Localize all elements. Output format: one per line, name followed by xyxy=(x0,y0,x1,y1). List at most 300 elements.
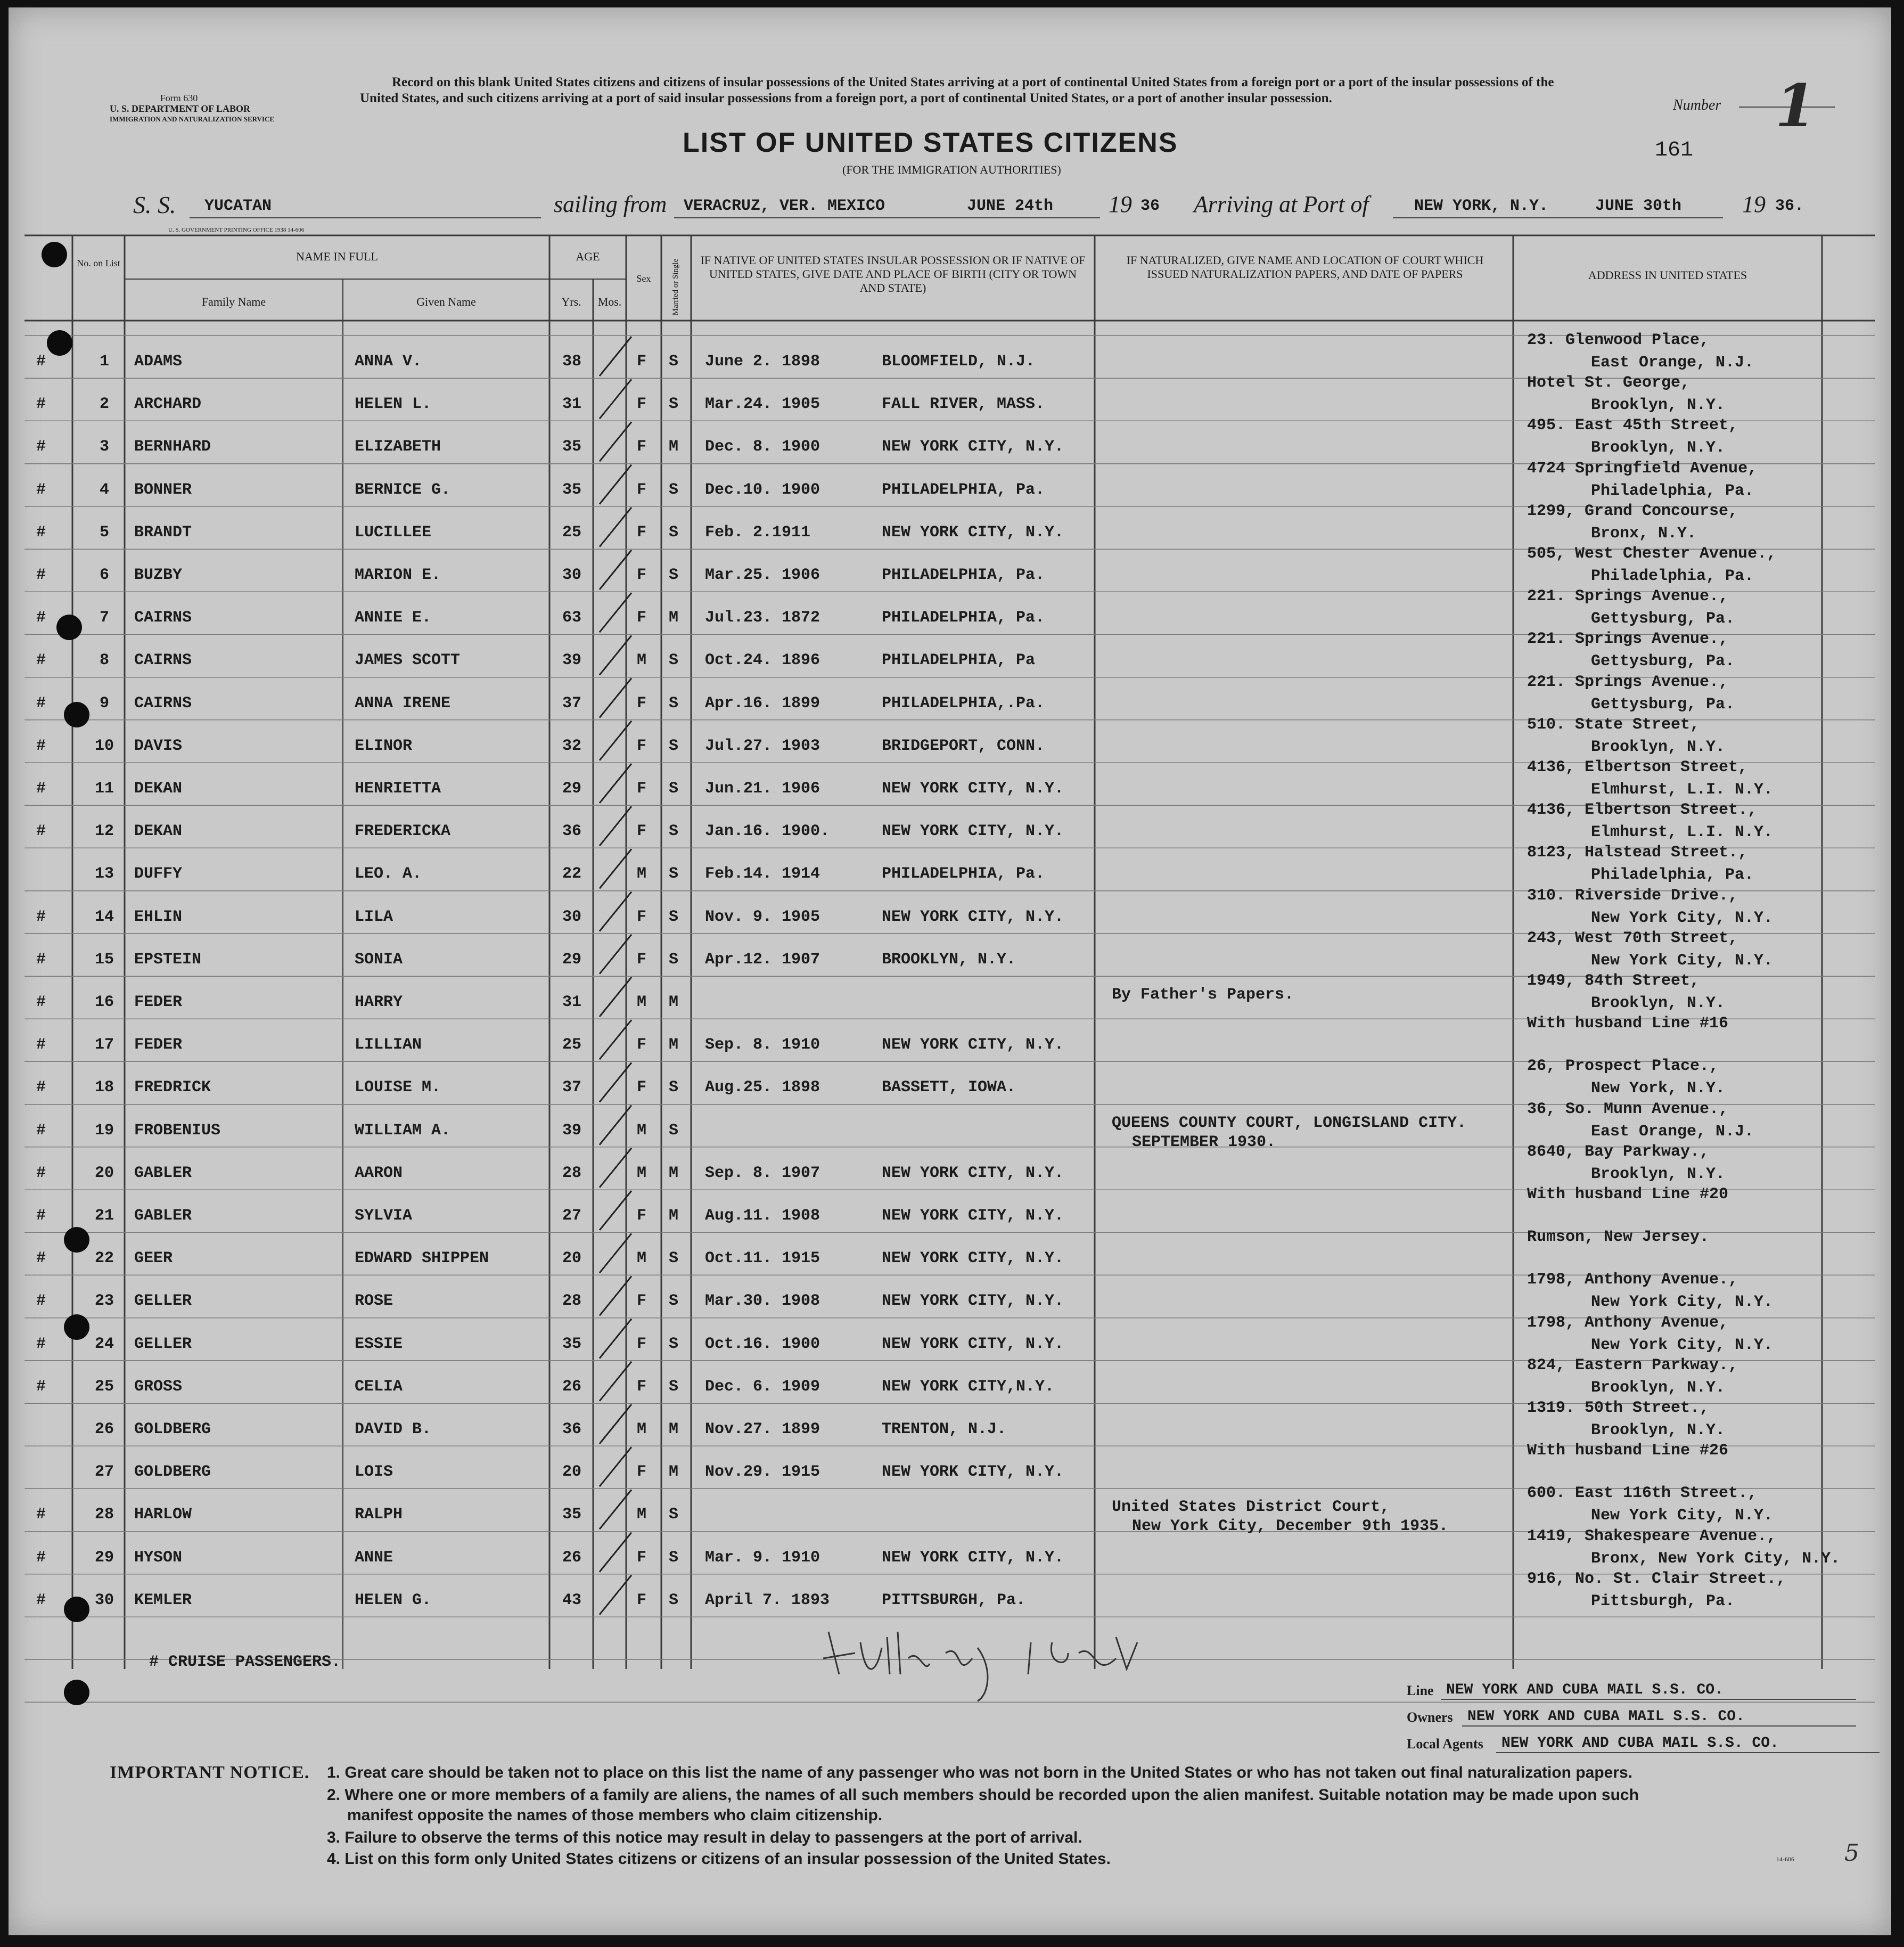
address-line-2: Elmhurst, L.I. N.Y. xyxy=(1591,781,1774,799)
birth-place: TRENTON, N.J. xyxy=(882,1420,1007,1438)
birth-date: Jun.21. 1906 xyxy=(705,780,820,798)
page-title: LIST OF UNITED STATES CITIZENS xyxy=(683,127,1178,158)
marital-status: S xyxy=(669,480,679,499)
row-number: 30 xyxy=(94,1591,114,1609)
cruise-mark: # xyxy=(36,1377,46,1396)
birth-date: Feb.14. 1914 xyxy=(705,865,820,883)
given-name: HARRY xyxy=(355,993,403,1011)
marital-status: S xyxy=(669,566,679,584)
cruise-mark: # xyxy=(36,566,46,584)
family-name: GOLDBERG xyxy=(134,1420,211,1438)
punch-hole xyxy=(64,1227,89,1253)
departure-date: JUNE 24th xyxy=(967,197,1054,215)
marital-status: S xyxy=(669,1335,679,1353)
cruise-mark: # xyxy=(36,1591,46,1609)
marital-status: S xyxy=(669,1078,679,1097)
row-number: 25 xyxy=(94,1377,114,1396)
address-line-2: New York, N.Y. xyxy=(1591,1079,1726,1098)
row-number: 1 xyxy=(99,353,109,371)
sex: F xyxy=(637,907,647,926)
row-number: 14 xyxy=(94,907,114,926)
birth-date: Aug.11. 1908 xyxy=(705,1207,820,1225)
address-line-1: With husband Line #20 xyxy=(1527,1185,1729,1204)
birth-place: BLOOMFIELD, N.J. xyxy=(882,353,1036,371)
sex: F xyxy=(637,1463,647,1482)
address-line-1: 1798, Anthony Avenue., xyxy=(1527,1271,1738,1289)
family-name: FEDER xyxy=(134,1036,183,1054)
family-name: FEDER xyxy=(134,993,183,1011)
age-years: 20 xyxy=(562,1463,582,1482)
given-name: WILLIAM A. xyxy=(355,1121,451,1140)
birth-date: Dec. 6. 1909 xyxy=(705,1377,820,1396)
row-number: 18 xyxy=(94,1078,114,1097)
age-years: 36 xyxy=(562,822,582,841)
cruise-mark: # xyxy=(36,950,46,969)
row-number: 12 xyxy=(94,822,114,841)
cruise-mark: # xyxy=(36,1036,46,1054)
col-header-yrs: Yrs. xyxy=(561,295,581,308)
given-name: ANNE xyxy=(355,1548,393,1567)
marital-status: S xyxy=(669,353,679,371)
address-line-2: Gettysburg, Pa. xyxy=(1591,652,1735,671)
row-number: 23 xyxy=(94,1292,114,1311)
sex: F xyxy=(637,1078,647,1097)
row-number: 28 xyxy=(94,1506,114,1524)
birth-place: NEW YORK CITY, N.Y. xyxy=(882,780,1064,798)
row-number: 24 xyxy=(94,1335,114,1353)
given-name: ANNA IRENE xyxy=(355,694,451,713)
address-line-2: New York City, N.Y. xyxy=(1591,1507,1774,1525)
punch-hole xyxy=(47,330,72,356)
marital-status: S xyxy=(669,395,679,414)
age-years: 28 xyxy=(562,1164,582,1182)
age-years: 25 xyxy=(562,523,582,542)
notice-item-2-cont: manifest opposite the names of those members who claim citizenship. xyxy=(347,1806,883,1824)
age-years: 35 xyxy=(562,480,582,499)
birth-place: PHILADELPHIA, Pa. xyxy=(882,480,1045,499)
given-name: RALPH xyxy=(355,1506,403,1524)
given-name: EDWARD SHIPPEN xyxy=(355,1249,489,1268)
age-years: 29 xyxy=(562,780,582,798)
birth-date: Mar.30. 1908 xyxy=(705,1292,820,1311)
arrival-date: JUNE 30th xyxy=(1595,197,1682,215)
cruise-mark: # xyxy=(36,993,46,1011)
row-number: 4 xyxy=(99,480,109,499)
age-years: 37 xyxy=(562,1078,582,1097)
cruise-mark: # xyxy=(36,651,46,670)
given-name: ANNA V. xyxy=(355,353,422,371)
birth-place: NEW YORK CITY, N.Y. xyxy=(882,907,1064,926)
address-line-1: 1798, Anthony Avenue, xyxy=(1527,1313,1729,1332)
row-number: 29 xyxy=(94,1548,114,1567)
birth-place: NEW YORK CITY, N.Y. xyxy=(882,438,1064,456)
owners-name: NEW YORK AND CUBA MAIL S.S. CO. xyxy=(1467,1708,1745,1725)
family-name: GELLER xyxy=(134,1292,192,1311)
given-name: LILA xyxy=(355,907,393,926)
family-name: FROBENIUS xyxy=(134,1121,221,1140)
address-line-1: 243, West 70th Street, xyxy=(1527,929,1738,947)
birth-place: PHILADELPHIA, Pa. xyxy=(882,566,1045,584)
family-name: GABLER xyxy=(134,1164,192,1182)
punch-hole xyxy=(64,1314,89,1340)
row-number: 19 xyxy=(94,1121,114,1140)
age-years: 32 xyxy=(562,737,582,755)
given-name: LEO. A. xyxy=(355,865,422,883)
marital-status: M xyxy=(669,1036,679,1054)
service: IMMIGRATION AND NATURALIZATION SERVICE xyxy=(110,115,275,123)
address-line-1: 8640, Bay Parkway., xyxy=(1527,1142,1710,1161)
address-line-2: Philadelphia, Pa. xyxy=(1591,866,1754,885)
col-header-mos: Mos. xyxy=(597,295,622,308)
birth-place: BROOKLYN, N.Y. xyxy=(882,950,1016,969)
birth-place: NEW YORK CITY, N.Y. xyxy=(882,1548,1064,1567)
birth-place: NEW YORK CITY, N.Y. xyxy=(882,1207,1064,1225)
address-line-2: Brooklyn, N.Y. xyxy=(1591,738,1726,756)
birth-place: PHILADELPHIA, Pa. xyxy=(882,865,1045,883)
notice-label: IMPORTANT NOTICE. xyxy=(110,1763,310,1782)
naturalization-court: QUEENS COUNTY COURT, LONGISLAND CITY. xyxy=(1112,1114,1467,1132)
age-years: 31 xyxy=(562,993,582,1011)
cruise-mark: # xyxy=(36,780,46,798)
given-name: ELINOR xyxy=(355,737,413,755)
marital-status: M xyxy=(669,609,679,627)
age-years: 30 xyxy=(562,907,582,926)
row-number: 6 xyxy=(99,566,109,584)
col-header-married: Married or Single xyxy=(671,258,680,316)
age-years: 30 xyxy=(562,566,582,584)
age-years: 38 xyxy=(562,353,582,371)
cruise-mark: # xyxy=(36,907,46,926)
address-line-1: 26, Prospect Place., xyxy=(1527,1057,1719,1076)
marital-status: S xyxy=(669,1506,679,1524)
family-name: ADAMS xyxy=(134,353,183,371)
birth-date: April 7. 1893 xyxy=(705,1591,830,1609)
sex: F xyxy=(637,353,647,371)
row-number: 16 xyxy=(94,993,114,1011)
cruise-mark: # xyxy=(36,353,46,371)
agents-label: Local Agents xyxy=(1407,1736,1483,1752)
family-name: BERNHARD xyxy=(134,438,211,456)
age-years: 31 xyxy=(562,395,582,414)
address-line-2: New York City, N.Y. xyxy=(1591,909,1774,927)
birth-place: NEW YORK CITY, N.Y. xyxy=(882,1249,1064,1268)
family-name: CAIRNS xyxy=(134,609,192,627)
address-line-2: Brooklyn, N.Y. xyxy=(1591,396,1726,415)
birth-date: Nov. 9. 1905 xyxy=(705,907,820,926)
marital-status: M xyxy=(669,993,679,1011)
cruise-mark: # xyxy=(36,395,46,414)
given-name: LOIS xyxy=(355,1463,393,1482)
row-number: 27 xyxy=(94,1463,114,1482)
birth-place: NEW YORK CITY, N.Y. xyxy=(882,1036,1064,1054)
birth-date: Nov.27. 1899 xyxy=(705,1420,820,1438)
family-name: GROSS xyxy=(134,1377,183,1396)
number-label: Number xyxy=(1673,97,1721,113)
address-line-1: 495. East 45th Street, xyxy=(1527,416,1738,435)
row-number: 13 xyxy=(94,865,114,883)
birth-date: Mar.24. 1905 xyxy=(705,395,820,414)
sex: F xyxy=(637,480,647,499)
punch-hole xyxy=(64,1680,89,1705)
cruise-mark: # xyxy=(36,1078,46,1097)
address-line-2: East Orange, N.J. xyxy=(1591,1122,1754,1141)
birth-place: NEW YORK CITY, N.Y. xyxy=(882,1292,1064,1311)
sex: M xyxy=(637,1121,647,1140)
sailing-label: sailing from xyxy=(554,191,667,217)
marital-status: M xyxy=(669,1463,679,1482)
family-name: GOLDBERG xyxy=(134,1463,211,1482)
punch-hole xyxy=(42,242,67,267)
birth-date: Dec.10. 1900 xyxy=(705,480,820,499)
col-header-name: NAME IN FULL xyxy=(296,250,378,263)
age-years: 63 xyxy=(562,609,582,627)
birth-date: Dec. 8. 1900 xyxy=(705,438,820,456)
sex: F xyxy=(637,780,647,798)
given-name: HELEN L. xyxy=(355,395,432,414)
birth-date: Oct.11. 1915 xyxy=(705,1249,820,1268)
address-line-1: 824, Eastern Parkway., xyxy=(1527,1356,1738,1375)
family-name: CAIRNS xyxy=(134,694,192,713)
punch-hole xyxy=(64,702,89,727)
address-line-1: 916, No. St. Clair Street., xyxy=(1527,1569,1786,1588)
family-name: BONNER xyxy=(134,480,192,499)
sex: M xyxy=(637,993,647,1011)
marital-status: S xyxy=(669,651,679,670)
family-name: CAIRNS xyxy=(134,651,192,670)
address-line-1: With husband Line #16 xyxy=(1527,1015,1729,1033)
cruise-mark: # xyxy=(36,1207,46,1225)
marital-status: S xyxy=(669,907,679,926)
address-line-1: 23. Glenwood Place, xyxy=(1527,331,1710,349)
marital-status: S xyxy=(669,1249,679,1268)
family-name: DEKAN xyxy=(134,780,183,798)
address-line-2: Philadelphia, Pa. xyxy=(1591,481,1754,500)
manifest-page xyxy=(9,7,1891,1935)
row-number: 9 xyxy=(99,694,109,713)
cruise-mark: # xyxy=(36,1292,46,1311)
sex: F xyxy=(637,1548,647,1567)
given-name: LILLIAN xyxy=(355,1036,422,1054)
given-name: ANNIE E. xyxy=(355,609,432,627)
arrival-port: NEW YORK, N.Y. xyxy=(1414,197,1549,215)
family-name: DEKAN xyxy=(134,822,183,841)
age-years: 27 xyxy=(562,1207,582,1225)
birth-place: NEW YORK CITY, N.Y. xyxy=(882,1164,1064,1182)
sex: M xyxy=(637,1164,647,1182)
age-years: 20 xyxy=(562,1249,582,1268)
age-years: 36 xyxy=(562,1420,582,1438)
birth-place: NEW YORK CITY, N.Y. xyxy=(882,523,1064,542)
line-label: Line xyxy=(1407,1683,1434,1698)
sex: F xyxy=(637,438,647,456)
family-name: DUFFY xyxy=(134,865,183,883)
age-years: 39 xyxy=(562,1121,582,1140)
row-number: 10 xyxy=(94,737,114,755)
owners-label: Owners xyxy=(1407,1709,1453,1725)
age-years: 22 xyxy=(562,865,582,883)
marital-status: M xyxy=(669,438,679,456)
col-header-sex: Sex xyxy=(636,273,651,284)
family-name: DAVIS xyxy=(134,737,183,755)
family-name: BUZBY xyxy=(134,566,183,584)
year-prefix-1: 19 xyxy=(1109,191,1132,217)
age-years: 37 xyxy=(562,694,582,713)
sex: M xyxy=(637,651,647,670)
corner-mark: 5 xyxy=(1844,1839,1859,1867)
address-line-2: East Orange, N.J. xyxy=(1591,354,1754,372)
notice-item-3: 3. Failure to observe the terms of this notice may result in delay to passengers at the port of arrival. xyxy=(327,1829,1082,1846)
birth-date: Mar. 9. 1910 xyxy=(705,1548,820,1567)
marital-status: S xyxy=(669,950,679,969)
age-years: 35 xyxy=(562,1335,582,1353)
birth-place: PHILADELPHIA,.Pa. xyxy=(882,694,1045,713)
cruise-passengers-note: # CRUISE PASSENGERS. xyxy=(149,1653,341,1671)
year-2: 36. xyxy=(1775,197,1804,215)
owners-underline xyxy=(1462,1725,1856,1727)
address-line-1: Rumson, New Jersey. xyxy=(1527,1228,1710,1247)
birth-date: Nov.29. 1915 xyxy=(705,1463,820,1482)
row-number: 22 xyxy=(94,1249,114,1268)
family-name: EPSTEIN xyxy=(134,950,202,969)
sex: F xyxy=(637,950,647,969)
given-name: BERNICE G. xyxy=(355,480,451,499)
cruise-mark: # xyxy=(36,737,46,755)
row-number: 7 xyxy=(99,609,109,627)
cruise-mark: # xyxy=(36,1164,46,1182)
marital-status: S xyxy=(669,694,679,713)
birth-place: BASSETT, IOWA. xyxy=(882,1078,1016,1097)
address-line-2: Gettysburg, Pa. xyxy=(1591,695,1735,714)
col-header-birth: IF NATIVE OF UNITED STATES INSULAR POSSESSION OR IF NATIVE OF UNITED STATES, GIVE DATE AND PLACE OF BIRTH (CITY OR TOWN AND STATE) xyxy=(700,253,1086,294)
row-number: 5 xyxy=(99,523,109,542)
sex: F xyxy=(637,1377,647,1396)
address-line-1: 1949, 84th Street, xyxy=(1527,972,1700,990)
sex: F xyxy=(637,694,647,713)
address-line-1: 221. Springs Avenue., xyxy=(1527,630,1729,649)
address-line-1: 1299, Grand Concourse, xyxy=(1527,502,1738,520)
address-line-2: Brooklyn, N.Y. xyxy=(1591,1378,1726,1397)
sex: M xyxy=(637,1249,647,1268)
age-years: 43 xyxy=(562,1591,582,1609)
birth-date: Mar.25. 1906 xyxy=(705,566,820,584)
number-value: 1 xyxy=(1775,71,1816,140)
printer-mark: U. S. GOVERNMENT PRINTING OFFICE 1938 14-606 xyxy=(168,227,305,233)
birth-date: Sep. 8. 1907 xyxy=(705,1164,820,1182)
birth-date: Apr.12. 1907 xyxy=(705,950,820,969)
age-years: 35 xyxy=(562,1506,582,1524)
cruise-mark: # xyxy=(36,480,46,499)
age-years: 28 xyxy=(562,1292,582,1311)
col-header-address: ADDRESS IN UNITED STATES xyxy=(1588,268,1747,282)
year-prefix-2: 19 xyxy=(1742,191,1766,217)
birth-place: BRIDGEPORT, CONN. xyxy=(882,737,1045,755)
birth-date: Feb. 2.1911 xyxy=(705,523,811,542)
birth-date: Jan.16. 1900. xyxy=(705,822,830,841)
marital-status: S xyxy=(669,1377,679,1396)
marital-status: S xyxy=(669,1292,679,1311)
given-name: ELIZABETH xyxy=(355,438,441,456)
birth-place: PHILADELPHIA, Pa. xyxy=(882,609,1045,627)
given-name: SYLVIA xyxy=(355,1207,413,1225)
address-line-2: Brooklyn, N.Y. xyxy=(1591,1421,1726,1439)
marital-status: S xyxy=(669,1548,679,1567)
given-name: HENRIETTA xyxy=(355,780,441,798)
punch-hole xyxy=(56,615,82,640)
address-line-1: 1419, Shakespeare Avenue., xyxy=(1527,1527,1777,1545)
sex: F xyxy=(637,1036,647,1054)
family-name: ARCHARD xyxy=(134,395,202,414)
cruise-mark: # xyxy=(36,1121,46,1140)
family-name: EHLIN xyxy=(134,907,183,926)
address-line-2: Gettysburg, Pa. xyxy=(1591,610,1735,628)
ship-name: YUCATAN xyxy=(204,197,272,215)
address-line-1: 4136, Elbertson Street., xyxy=(1527,801,1758,820)
birth-date: Sep. 8. 1910 xyxy=(705,1036,820,1054)
given-name: LUCILLEE xyxy=(355,523,432,542)
instructions: Record on this blank United States citizens and citizens of insular possessions of the United States arriving at a port of continental United States from a foreign port or a port of the insular possessions of the United States, and such citizens arriving at a port of said insular possessions from a foreign port, a port of continental United States, or a port of another insular possession. xyxy=(360,75,1554,105)
family-name: KEMLER xyxy=(134,1591,192,1609)
notice-item-4: 4. List on this form only United States citizens or citizens of an insular possession of the United States. xyxy=(327,1850,1111,1868)
ss-label: S. S. xyxy=(133,191,176,218)
col-header-given: Given Name xyxy=(416,295,476,308)
sex: F xyxy=(637,395,647,414)
col-header-age: AGE xyxy=(576,250,600,263)
naturalization-court: By Father's Papers. xyxy=(1112,986,1294,1004)
col-header-naturalized: IF NATURALIZED, GIVE NAME AND LOCATION OF COURT WHICH ISSUED NATURALIZATION PAPERS, AND DATE OF PAPERS xyxy=(1126,253,1484,281)
row-number: 26 xyxy=(94,1420,114,1438)
cruise-mark: # xyxy=(36,523,46,542)
address-line-1: 221. Springs Avenue., xyxy=(1527,673,1729,691)
address-line-2: New York City, N.Y. xyxy=(1591,1336,1774,1354)
marital-status: M xyxy=(669,1420,679,1438)
address-line-1: 36, So. Munn Avenue., xyxy=(1527,1100,1729,1118)
address-line-1: 221. Springs Avenue., xyxy=(1527,587,1729,606)
naturalization-court: United States District Court, xyxy=(1112,1498,1390,1517)
year-1: 36 xyxy=(1140,197,1160,215)
given-name: AARON xyxy=(355,1164,403,1182)
row-number: 17 xyxy=(94,1036,114,1054)
row-number: 20 xyxy=(94,1164,114,1182)
marital-status: S xyxy=(669,523,679,542)
row-number: 21 xyxy=(94,1207,114,1225)
sex: F xyxy=(637,523,647,542)
sex: M xyxy=(637,1420,647,1438)
age-years: 39 xyxy=(562,651,582,670)
birth-date: Jul.27. 1903 xyxy=(705,737,820,755)
cruise-mark: # xyxy=(36,438,46,456)
cruise-mark: # xyxy=(36,1506,46,1524)
sex: F xyxy=(637,609,647,627)
family-name: HARLOW xyxy=(134,1506,192,1524)
sex: M xyxy=(637,1506,647,1524)
departure-port: VERACRUZ, VER. MEXICO xyxy=(684,197,885,215)
marital-status: S xyxy=(669,1591,679,1609)
notice-item-2: 2. Where one or more members of a family are aliens, the names of all such members should be recorded upon the alien manifest. Suitable notation may be made upon such xyxy=(327,1786,1639,1804)
marital-status: S xyxy=(669,865,679,883)
cruise-mark: # xyxy=(36,822,46,841)
address-line-2: Brooklyn, N.Y. xyxy=(1591,1165,1726,1183)
marital-status: S xyxy=(669,1121,679,1140)
sex: M xyxy=(637,865,647,883)
family-name: GEER xyxy=(134,1249,173,1268)
marital-status: S xyxy=(669,822,679,841)
address-line-1: 1319. 50th Street., xyxy=(1527,1399,1710,1417)
address-line-2: Pittsburgh, Pa. xyxy=(1591,1592,1735,1610)
address-line-2: Philadelphia, Pa. xyxy=(1591,567,1754,585)
given-name: JAMES SCOTT xyxy=(355,651,461,670)
cruise-mark: # xyxy=(36,1335,46,1353)
birth-date: June 2. 1898 xyxy=(705,353,820,371)
